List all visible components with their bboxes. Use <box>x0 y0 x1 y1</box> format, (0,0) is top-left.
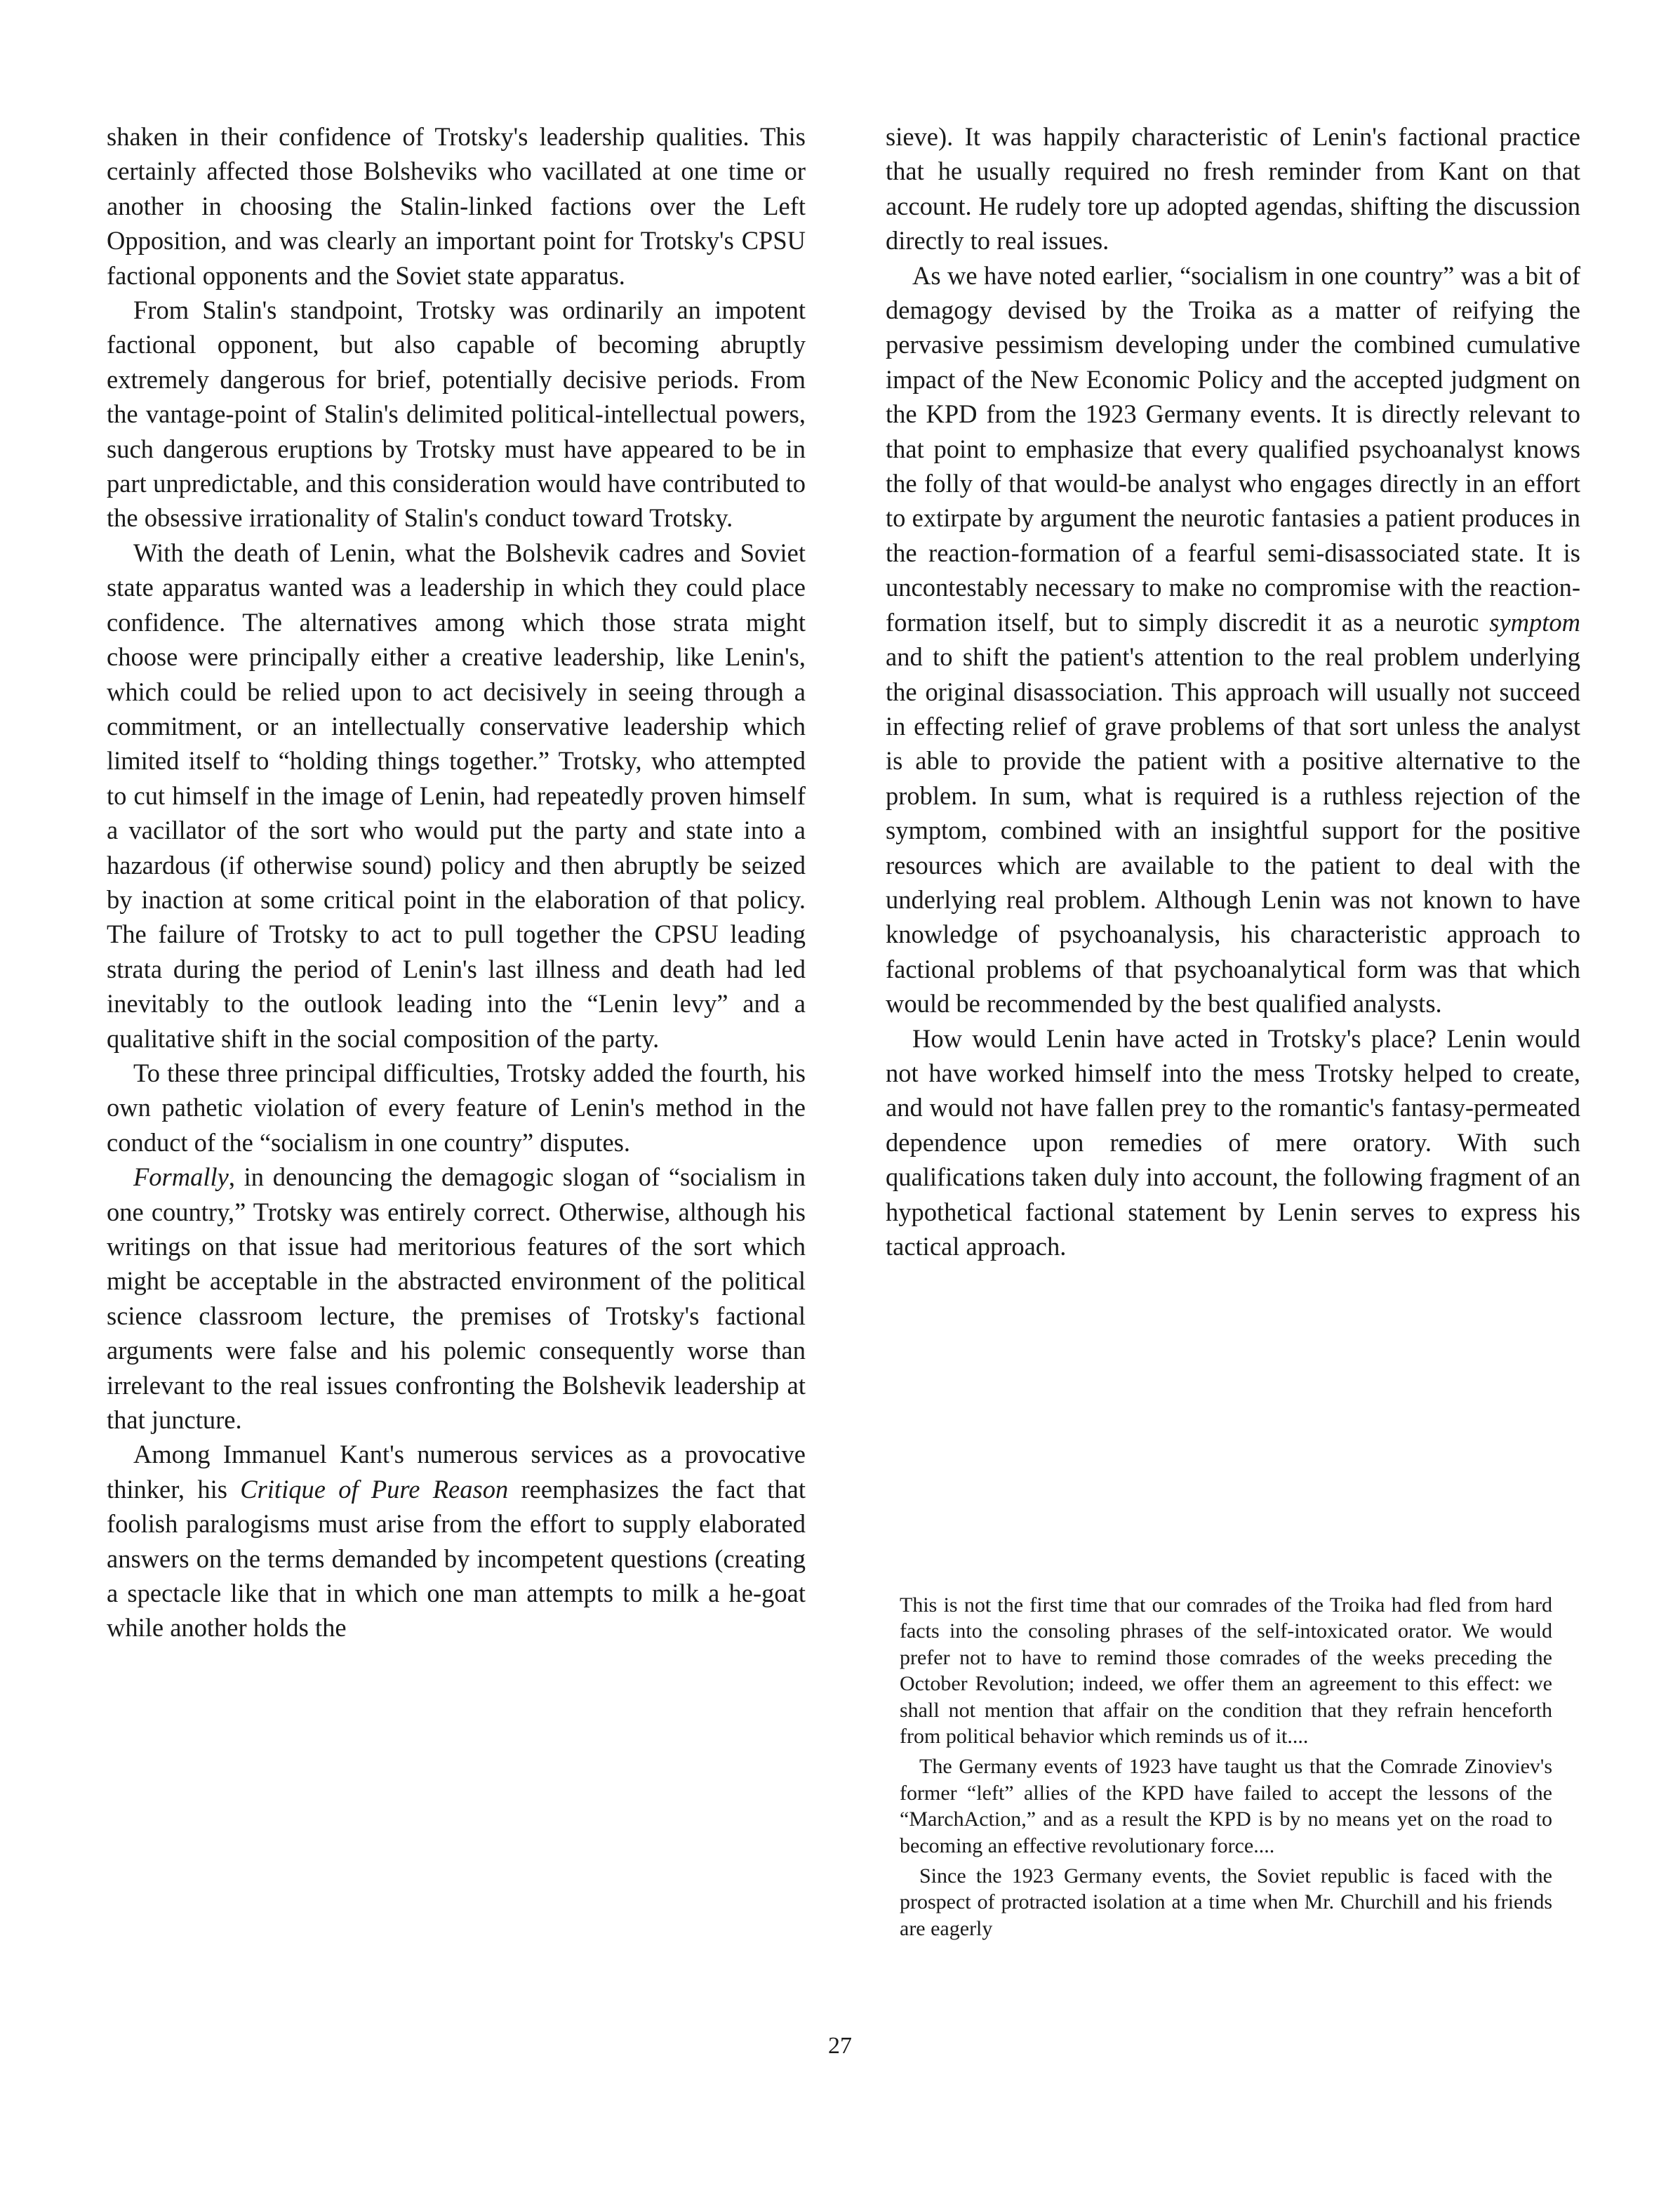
quote-paragraph-3: Since the 1923 Germany events, the Soviet republic is faced with the prospect of protracted isolation at a time when Mr. Churchill and his friends are eagerly <box>900 1864 1552 1940</box>
quote-paragraph-2: The Germany events of 1923 have taught us that the Comrade Zinoviev's former “left” allies of the KPD have failed to accept the lessons of the “MarchAction,” and as a result the KPD is by no means yet on the road to becoming an effective revolutionary force.... <box>900 1755 1552 1857</box>
right-paragraph-2 <box>886 258 1580 1021</box>
left-paragraph-6 <box>107 1437 806 1645</box>
left-paragraph-2: From Stalin's standpoint, Trotsky was ordinarily an impotent factional opponent, but also capable of becoming abruptly extremely dangerous for brief, potentially decisive periods. From the vantage-point of Stalin's delimited political-intellectual powers, such dangerous eruptions by Trotsky must have appeared to be in part unpredictable, and this consideration would have contributed to the obsessive irrationality of Stalin's conduct toward Trotsky. <box>107 296 806 533</box>
quote-paragraph-1: This is not the first time that our comrades of the Troika had fled from hard facts into the consoling phrases of the self-intoxicated orator. We would prefer not to have to remind those comrades of the weeks preceding the October Revolution; indeed, we offer them an agreement to this effect: we shall not mention that affair on the condition that they refrain henceforth from political behavior which reminds us of it.... <box>900 1593 1552 1749</box>
right-paragraph-1: sieve). It was happily characteristic of Lenin's factional practice that he usually required no fresh reminder from Kant on that account. He rudely tore up adopted agendas, shifting the discussion directly to real issues. <box>886 122 1580 256</box>
left-paragraph-1: shaken in their confidence of Trotsky's leadership qualities. This certainly affected those Bolsheviks who vacillated at one time or another in choosing the Stalin-linked factions over the Left Opposition, and was clearly an important point for Trotsky's CPSU factional opponents and the Soviet state apparatus. <box>107 122 806 290</box>
left-paragraph-3: With the death of Lenin, what the Bolshevik cadres and Soviet state apparatus wanted was a leadership in which they could place confidence. The alternatives among which those strata might choose were principally either a creative leadership, like Lenin's, which could be relied upon to act decisively in seeing through a commitment, or an intellectually conservative leadership which limited itself to “holding things together.” Trotsky, who attempted to cut himself in the image of Lenin, had repeatedly proven himself a vacillator of the sort who would put the party and state into a hazardous (if otherwise sound) policy and then abruptly be seized by inaction at some critical point in the elaboration of that policy. The failure of Trotsky to act to pull together the CPSU leading strata during the period of Lenin's last illness and death had led inevitably to the outlook leading into the “Lenin levy” and a qualitative shift in the social composition of the party. <box>107 538 806 1053</box>
left-paragraph-6-rest: reemphasizes the fact that foolish paralogisms must arise from the effort to supply elaborated answers on the terms demanded by incompetent questions (creating a spectacle like that in which one man attempts to milk a he-goat while another holds the <box>107 1474 806 1643</box>
page-number: 27 <box>828 2033 852 2059</box>
formally-emphasis: Formally <box>133 1162 229 1192</box>
critique-title-emphasis: Critique of Pure Reason <box>240 1474 509 1504</box>
right-column <box>886 119 1580 1263</box>
left-paragraph-6-start: Among Immanuel Kant's numerous services as a provocative thinker, his <box>107 1440 806 1504</box>
left-paragraph-5-text: , in denouncing the demagogic slogan of “socialism in one country,” Trotsky was entirely correct. Otherwise, although his writings on that issue had meritorious features of the sort which might be acceptable in the abstracted environment of the political science classroom lecture, the premises of Trotsky's factional arguments were false and his polemic consequently worse than irrelevant to the real issues confronting the Bolshevik leadership at that juncture. <box>107 1162 806 1435</box>
right-paragraph-2-start: As we have noted earlier, “socialism in one country” was a bit of demagogy devised by the Troika as a matter of reifying the pervasive pessimism developing under the combined cumulative impact of the New Economic Policy and the accepted judgment on the KPD from the 1923 Germany events. It is directly relevant to that point to emphasize that every qualified psychoanalyst knows the folly of that would-be analyst who engages directly in an effort to extirpate by argument the neurotic fantasies a patient produces in the reaction-formation of a fearful semi-disassociated state. It is uncontestably necessary to make no compromise with the reaction-formation itself, but to simply discredit it as a neurotic <box>886 260 1580 637</box>
right-paragraph-2-rest: and to shift the patient's attention to the real problem underlying the original disassociation. This approach will usually not succeed in effecting relief of grave problems of that sort unless the analyst is able to provide the patient with a positive alternative to the problem. In sum, what is required is a ruthless rejection of the symptom, combined with an insightful support for the positive resources which are available to the patient to deal with the underlying real problem. Although Lenin was not known to have knowledge of psychoanalysis, his characteristic approach to factional problems of that psychoanalytical form was that which would be recommended by the best qualified analysts. <box>886 642 1580 1019</box>
block-quote <box>900 1592 1552 1946</box>
left-paragraph-4: To these three principal difficulties, Trotsky added the fourth, his own pathetic violation of every feature of Lenin's method in the conduct of the “socialism in one country” disputes. <box>107 1058 806 1157</box>
left-paragraph-5 <box>107 1160 806 1437</box>
symptom-emphasis: symptom <box>1489 607 1580 637</box>
left-column <box>107 119 806 1645</box>
right-paragraph-3: How would Lenin have acted in Trotsky's place? Lenin would not have worked himself into the mess Trotsky helped to create, and would not have fallen prey to the romantic's fantasy-permeated dependence upon remedies of mere oratory. With such qualifications taken duly into account, the following fragment of an hypothetical factional statement by Lenin serves to express his tactical approach. <box>886 1023 1580 1261</box>
